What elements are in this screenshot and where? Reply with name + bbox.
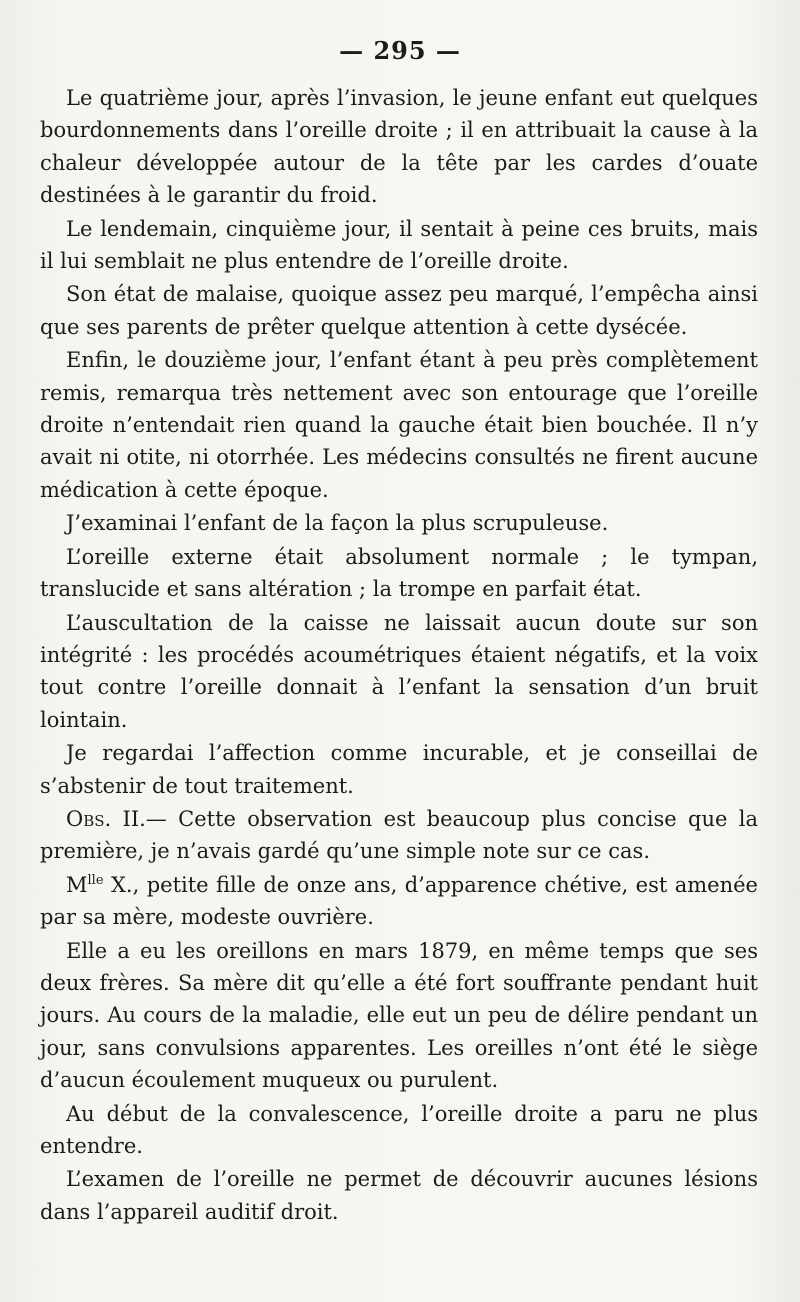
paragraph: Elle a eu les oreillons en mars 1879, en même temps que ses deux frères. Sa mère dit qu’elle a été fort souffrante pendant huit jours. Au cours de la maladie, elle eut un peu de délire pendant un jour, sans convulsions apparentes. Les oreilles n’ont été le siège d’aucun écoulement muqueux ou purulent. [40,938,758,1093]
paragraph: L’examen de l’oreille ne permet de découvrir aucunes lésions dans l’appareil auditif droit. [40,1167,758,1224]
title-prefix: M [66,872,88,897]
paragraph: L’oreille externe était absolument normale ; le tympan, translucide et sans altération ; la trompe en parfait état. [40,544,758,602]
observation-heading-paragraph [40,803,758,868]
paragraph: Son état de malaise, quoique assez peu marqué, l’empêcha ainsi que ses parents de prêter quelque attention à cette dysécée. [40,282,758,339]
title-superscript: lle [87,872,104,888]
paragraph: L’auscultation de la caisse ne laissait aucun doute sur son intégrité : les procédés acoumétriques étaient négatifs, et la voix tout contre l’oreille donnait à l’enfant la sensation d’un bruit lointain. [40,610,758,732]
paragraph: Enfin, le douzième jour, l’enfant étant à peu près complètement remis, remarqua très nettement avec son entourage que l’oreille droite n’entendait rien quand la gauche était bien bouchée. Il n’y avait ni otite, ni otorrhée. Les médecins consultés ne firent aucune médication à cette époque. [40,348,758,502]
patient-intro-text: X., petite fille de onze ans, d’apparence chétive, est amenée par sa mère, modeste ouvrière. [40,872,758,930]
body-text [40,82,758,1229]
patient-intro-paragraph [40,869,758,934]
paragraph: J’examinai l’enfant de la façon la plus scrupuleuse. [66,511,609,536]
page-number: — 295 — [339,36,461,65]
paragraph: Au début de la convalescence, l’oreille droite a paru ne plus entendre. [40,1101,758,1158]
paragraph: Je regardai l’affection comme incurable, et je conseillai de s’abstenir de tout traitement. [40,741,758,798]
observation-text: — Cette observation est beaucoup plus concise que la première, je n’avais gardé qu’une simple note sur ce cas. [40,806,758,864]
paragraph: Le quatrième jour, après l’invasion, le jeune enfant eut quelques bourdonnements dans l’oreille droite ; il en attribuait la cause à la chaleur développée autour de la tête par les cardes d’ouate destinées à le garantir du froid. [40,86,758,208]
paragraph: Le lendemain, cinquième jour, il sentait à peine ces bruits, mais il lui semblait ne plus entendre de l’oreille droite. [40,216,758,274]
observation-label: Obs. II. [66,806,146,831]
